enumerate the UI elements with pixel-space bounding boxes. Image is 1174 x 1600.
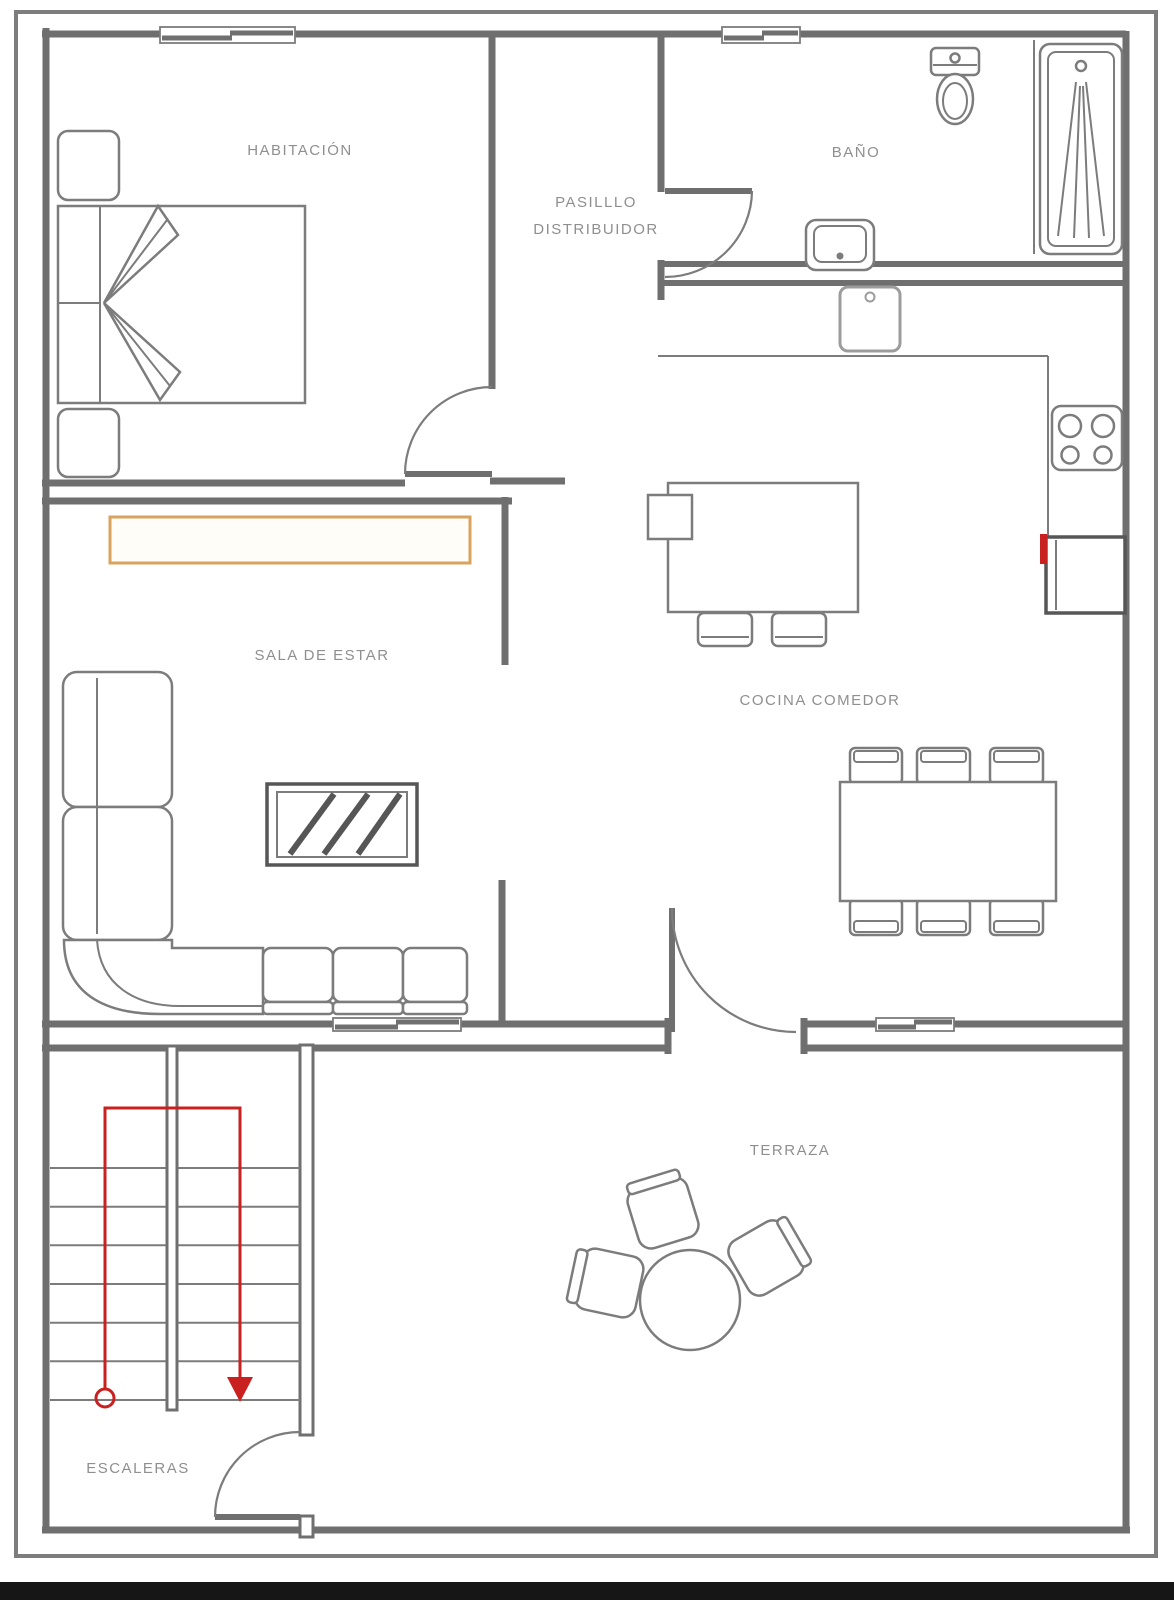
- dining-set: [840, 748, 1056, 935]
- room-bano: [806, 40, 1122, 270]
- door-stairs: [215, 1432, 300, 1517]
- room-label-escaleras: ESCALERAS: [86, 1460, 190, 1477]
- window-living-south: [333, 1018, 461, 1031]
- room-escaleras: [50, 1046, 300, 1477]
- terrace-chair-icon: [622, 1168, 701, 1252]
- terrace-door-jambs: [668, 1018, 804, 1054]
- shower-icon: [1034, 40, 1122, 254]
- room-label-habitacion: HABITACIÓN: [247, 142, 353, 159]
- room-pasillo: [533, 194, 659, 238]
- room-label-sala: SALA DE ESTAR: [254, 647, 390, 664]
- coffee-table-icon: [267, 784, 417, 865]
- round-table-icon: [640, 1250, 740, 1350]
- stairs-door-jamb: [300, 1516, 313, 1537]
- kitchen-island-icon: [648, 483, 858, 646]
- wall-stairs-terrace: [300, 1045, 313, 1435]
- kitchen-sink-icon: [840, 287, 900, 351]
- fridge-icon: [1040, 534, 1125, 613]
- nightstand-icon: [58, 131, 119, 200]
- window-kitchen-south: [876, 1018, 954, 1031]
- double-bed-icon: [58, 206, 305, 403]
- room-sala: [63, 517, 470, 1014]
- room-label-pasillo-1: PASILLLO: [555, 194, 637, 211]
- terrace-chair-icon: [565, 1245, 645, 1320]
- room-label-terraza: TERRAZA: [749, 1142, 831, 1159]
- door-terrace-kitchen: [672, 908, 796, 1032]
- nightstand-icon: [58, 409, 119, 477]
- stove-icon: [1052, 406, 1122, 470]
- room-label-pasillo-2: DISTRIBUIDOR: [533, 221, 659, 238]
- bath-sink-icon: [806, 220, 874, 270]
- window-bath-top: [722, 27, 800, 43]
- room-label-cocina: COCINA COMEDOR: [739, 692, 901, 709]
- toilet-icon: [931, 48, 979, 124]
- room-terraza: [565, 1142, 830, 1350]
- bottom-bar: [0, 1582, 1174, 1600]
- door-bedroom: [405, 387, 492, 474]
- room-cocina: [648, 287, 1125, 935]
- dining-table-icon: [840, 782, 1056, 901]
- stairs-icon: [50, 1046, 300, 1410]
- window-bedroom-top: [160, 27, 295, 43]
- room-habitacion: [58, 131, 353, 477]
- room-label-bano: BAÑO: [831, 144, 881, 161]
- sideboard-icon: [110, 517, 470, 563]
